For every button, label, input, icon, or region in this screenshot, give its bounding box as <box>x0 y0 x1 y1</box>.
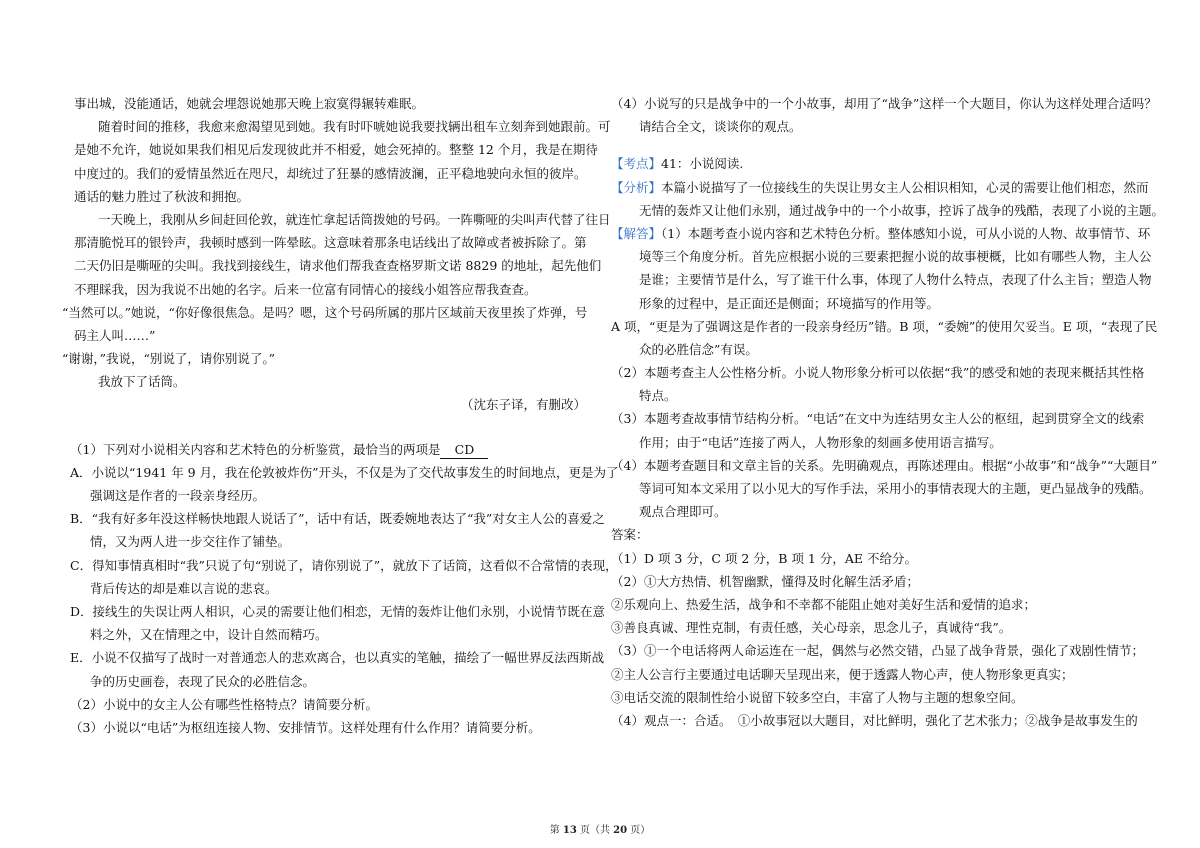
story-line: 我放下了话筒。 <box>98 374 186 390</box>
option-line: 强调这是作者的一段亲身经历。 <box>90 488 266 503</box>
option-line: E．小说不仅描写了战时一对普通恋人的悲欢离合，也以真实的笔触，描绘了一幅世界反法西斯战 <box>70 650 605 666</box>
story-line: “当然可以。”她说，“你好像很焦急。是吗？嗯，这个号码所属的那片区域前天夜里挨了炸弹，号 <box>62 304 588 320</box>
option-line: 情，又为两人进一步交往作了铺垫。 <box>90 534 291 550</box>
footer-suffix: 页） <box>627 825 651 836</box>
answer-line: （1）D 项 3 分，C 项 2 分，B 项 1 分，AE 不给分。 <box>611 550 917 566</box>
jieda <box>611 222 1151 245</box>
answer-line: ③电话交流的限制性给小说留下较多空白，丰富了人物与主题的想象空间。 <box>611 689 1024 705</box>
fenxi-text: 无情的轰炸又让他们永别，通过战争中的一个小故事，控诉了战争的残酷，表现了小说的主题。 <box>639 202 1165 218</box>
option-line: 料之外，又在情理之中，设计自然而精巧。 <box>90 627 328 643</box>
question-1-answer: CD <box>440 442 488 459</box>
jieda-text: （1）本题考查小说内容和艺术特色分析。整体感知小说，可从小说的人物、故事情节、环 <box>661 225 1151 241</box>
answer-label: 答案： <box>611 527 649 543</box>
explain-line: 等词可知本文采用了以小见大的写作手法，采用小的事情表现大的主题，更凸显战争的残酷。 <box>639 481 1152 496</box>
question-4: （4）小说写的只是战争中的一个小故事，却用了“战争”这样一个大题目，你认为这样处理合适吗？ <box>611 96 1157 111</box>
story-line: 事出城，没能通话，她就会埋怨说她那天晚上寂寞得辗转难眠。 <box>74 96 425 111</box>
story-line: 二天仍旧是嘶哑的尖叫。我找到接线生，请求他们帮我查查格罗斯文诺 8829 的地址，起先他们 <box>74 258 602 274</box>
fenxi <box>611 176 1149 199</box>
question-1 <box>70 438 594 461</box>
explain-line: （2）本题考查主人公性格分析。小说人物形象分析可以依据“我”的感受和她的表现来概括其性格 <box>611 365 1145 381</box>
question-4: 请结合全文，谈谈你的观点。 <box>639 119 802 135</box>
kaodian <box>611 152 1133 175</box>
story-line: 中度过的。我们的爱情虽然近在咫尺，却统过了狂暴的感情波澜，正平稳地驶向永恒的彼岸。 <box>74 165 587 181</box>
right-column <box>611 92 1165 732</box>
page-footer <box>0 821 1200 836</box>
story-line: 是她不允许，她说如果我们相见后发现彼此并不相爱，她会死掉的。整整 12 个月，我是在期待 <box>74 142 598 158</box>
source-note: （沈东子译，有删改） <box>460 397 586 413</box>
explain-line: （4）本题考查题目和文章主旨的关系。先明确观点，再陈述理由。根据“小故事”和“战争”“大题目” <box>611 457 1158 473</box>
kaodian-tag: 【考点】 <box>611 156 662 172</box>
answer-line: （3）①一个电话将两人命运连在一起，偶然与必然交错，凸显了战争背景，强化了戏剧性情节； <box>611 643 1144 659</box>
left-column <box>62 92 619 739</box>
kaodian-text: 41：小说阅读. <box>661 156 744 172</box>
answer-line: （2）①大方热情、机智幽默，懂得及时化解生活矛盾； <box>611 573 919 589</box>
story-line: 随着时间的推移，我愈来愈渴望见到她。我有时吓唬她说我要找辆出租车立刻奔到她跟前。可 <box>98 119 611 135</box>
question-3: （3）小说以“电话”为枢纽连接人物、安排情节。这样处理有什么作用？请简要分析。 <box>70 719 541 735</box>
jieda-text: 是谁；主要情节是什么，写了谁干什么事，体现了人物什么特点，表现了什么主旨；塑造人物 <box>639 272 1152 288</box>
answer-line: ②乐观向上、热爱生活，战争和不幸都不能阻止她对美好生活和爱情的追求； <box>611 596 1037 612</box>
story-line: 一天晚上，我刚从乡间赶回伦敦，就连忙拿起话筒拨她的号码。一阵嘶哑的尖叫声代替了往日 <box>98 211 611 227</box>
option-line: 背后传达的却是难以言说的悲哀。 <box>90 580 278 596</box>
jieda-text: 境等三个角度分析。首先应根据小说的三要素把握小说的故事梗概，比如有哪些人物，主人公 <box>639 249 1152 265</box>
option-line: B．“我有好多年没这样畅快地跟人说话了”，话中有话，既委婉地表达了“我”对女主人公的喜爱之 <box>70 511 605 527</box>
explain-line: （3）本题考查故事情节结构分析。“电话”在文中为连结男女主人公的枢纽，起到贯穿全文的线索 <box>611 411 1145 427</box>
story-line: 不理睬我，因为我说不出她的名字。后来一位富有同情心的接线小姐答应帮我查查。 <box>74 281 537 297</box>
footer-page-total: 20 <box>613 825 628 836</box>
footer-page-number: 13 <box>562 825 577 836</box>
option-line: 争的历史画卷，表现了民众的必胜信念。 <box>90 673 316 689</box>
story-line: “谢谢，”我说，“别说了，请你别说了。” <box>62 351 276 367</box>
story-line: 码主人叫……” <box>74 327 156 343</box>
fenxi-tag: 【分析】 <box>611 179 662 195</box>
explain-line: 特点。 <box>639 388 677 404</box>
story-line: 那清脆悦耳的银铃声，我顿时感到一阵晕眩。这意味着那条电话线出了故障或者被拆除了。第 <box>74 235 587 251</box>
jieda-tag: 【解答】 <box>611 225 662 241</box>
option-line: D．接线生的失误让两人相识，心灵的需要让他们相恋，无情的轰炸让他们永别，小说情节既在意 <box>70 603 606 619</box>
fenxi-text: 本篇小说描写了一位接线生的失误让男女主人公相识相知，心灵的需要让他们相恋，然而 <box>661 179 1149 195</box>
option-line: C．得知事情真相时“我”只说了句“别说了，请你别说了”，就放下了话筒，这看似不合常情的表现， <box>70 557 618 573</box>
answer-line: ③善良真诚、理性克制，有责任感，关心母亲，思念儿子，真诚待“我”。 <box>611 620 1012 636</box>
explain-line: 作用；由于“电话”连接了两人，人物形象的刻画多使用语言描写。 <box>639 434 1002 450</box>
answer-line: ②主人公言行主要通过电话聊天呈现出来，便于透露人物心声，使人物形象更真实； <box>611 666 1074 682</box>
answer-line: （4）观点一：合适。 ①小故事冠以大题目，对比鲜明，强化了艺术张力；②战争是故事发生的 <box>611 712 1138 728</box>
question-2: （2）小说中的女主人公有哪些性格特点？请简要分析。 <box>70 696 378 712</box>
footer-prefix: 第 <box>549 825 563 836</box>
explain-line: A 项，“更是为了强调这是作者的一段亲身经历”错。B 项，“委婉”的使用欠妥当。E 项，“表现了民 <box>611 318 1158 334</box>
footer-middle: 页（共 <box>576 825 614 836</box>
question-1-text: （1）下列对小说相关内容和艺术特色的分析鉴赏，最恰当的两项是 <box>70 441 441 457</box>
explain-line: 众的必胜信念”有误。 <box>639 341 758 357</box>
explain-line: 观点合理即可。 <box>639 504 727 520</box>
jieda-text: 形象的过程中，是正面还是侧面；环境描写的作用等。 <box>639 295 940 311</box>
option-line: A．小说以“1941 年 9 月，我在伦敦被炸伤”开头，不仅是为了交代故事发生的时间地点，更是为了 <box>70 464 619 480</box>
story-line: 通话的魅力胜过了秋波和拥抱。 <box>74 188 250 204</box>
